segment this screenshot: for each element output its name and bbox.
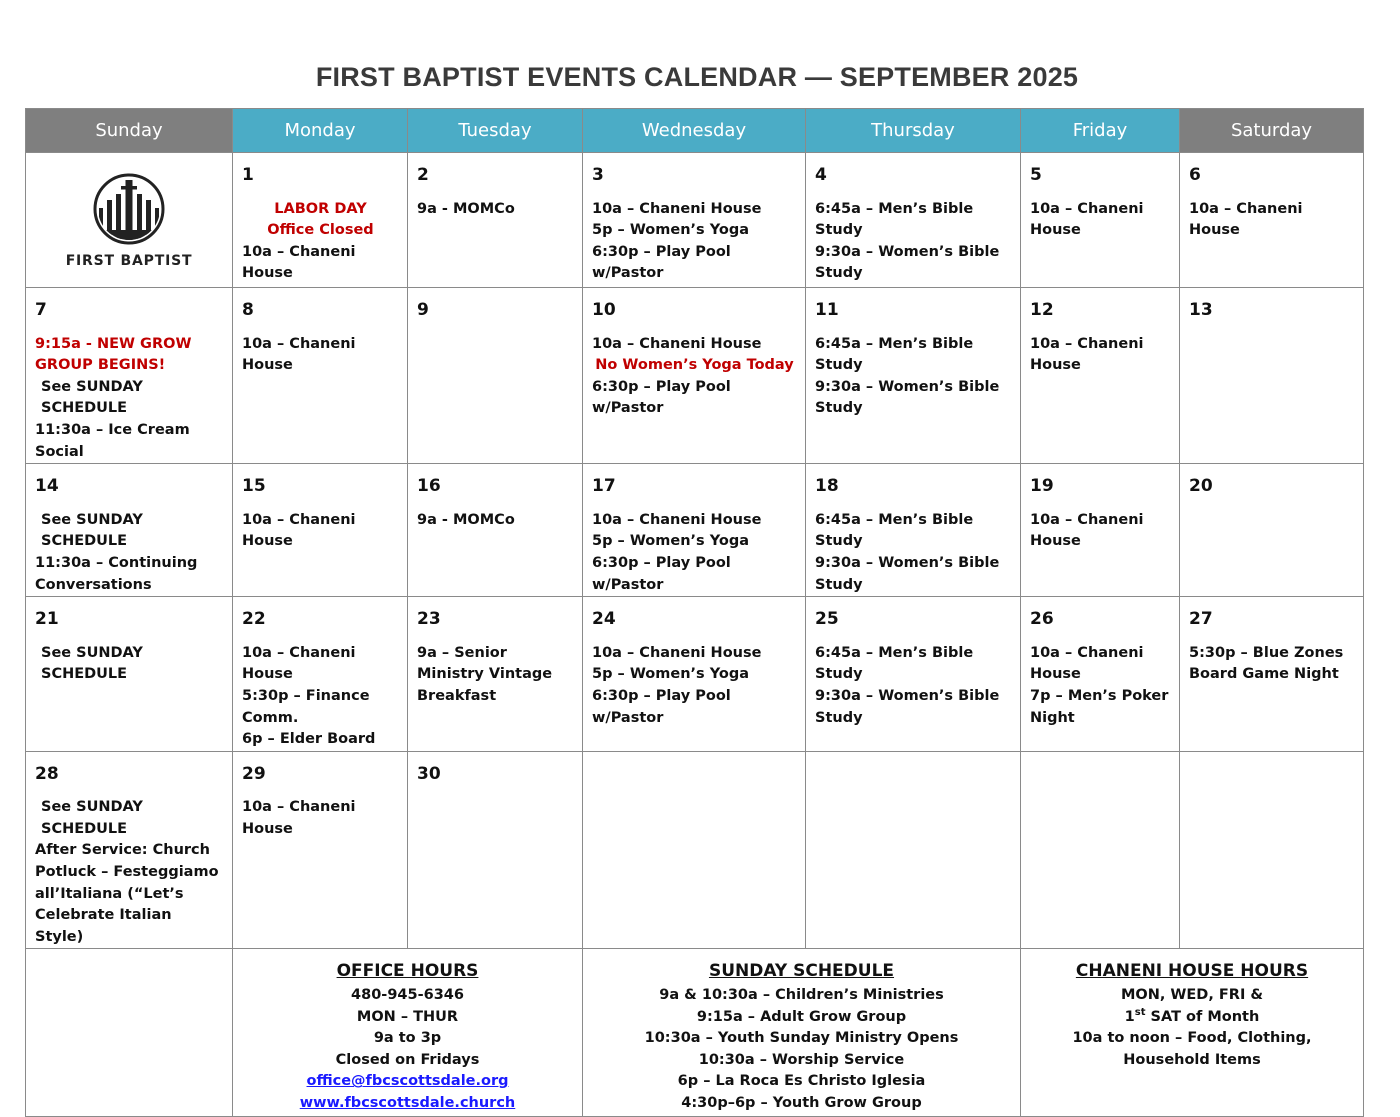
day-number: 2 [417,165,429,185]
event: 7p – Men’s Poker Night [1030,687,1169,726]
day-cell [26,464,233,597]
day-number: 6 [1189,165,1201,185]
day-cell [1180,288,1364,464]
chaneni-saturday: 1st SAT of Month [1124,1006,1260,1025]
event: 5p – Women’s Yoga [592,533,750,550]
event: See SUNDAY SCHEDULE [41,378,143,417]
sunday-schedule-heading: SUNDAY SCHEDULE [708,961,895,982]
day-number: 8 [242,300,254,320]
office-email-link[interactable]: office@fbcscottsdale.org [306,1073,509,1090]
day-cell [26,288,233,464]
header-monday: Monday [233,109,408,153]
event: 9:15a - NEW GROW GROUP BEGINS! [35,335,192,374]
schedule-item: 10:30a – Worship Service [698,1051,905,1068]
day-number: 11 [815,300,839,320]
logo-text: FIRST BAPTIST [65,252,193,269]
event: LABOR DAY [274,200,367,217]
event: No Women’s Yoga Today [595,357,794,374]
event: 6:30p – Play Pool w/Pastor [592,243,731,282]
event: See SUNDAY SCHEDULE [41,799,143,837]
event: 10a – Chaneni House [1030,511,1144,550]
day-number: 19 [1030,476,1054,497]
day-cell [1180,464,1364,597]
day-number: 10 [592,300,616,320]
day-cell [583,464,806,597]
event: 6:30p – Play Pool w/Pastor [592,554,731,593]
weekday-header-row [26,109,1364,153]
day-cell [1021,288,1180,464]
day-number: 29 [242,763,266,784]
day-number: 20 [1189,476,1213,497]
day-cell [233,153,408,288]
event: 11:30a – Ice Cream Social [35,421,190,460]
event: 6:45a – Men’s Bible Study [815,200,974,239]
day-cell [1180,597,1364,752]
day-cell [408,288,583,464]
office-phone: 480-945-6346 [351,987,464,1004]
day-number: 15 [242,476,266,497]
event: 10a – Chaneni House [592,335,762,352]
day-cell [408,751,583,949]
day-number: 3 [592,165,604,185]
info-row [26,949,1364,1117]
week-row [26,464,1364,597]
day-number: 21 [35,609,59,630]
empty-cell [1180,751,1364,949]
event: 6:45a – Men’s Bible Study [815,644,974,683]
office-closed: Closed on Fridays [335,1051,480,1068]
day-cell [1021,464,1180,597]
event: 6:30p – Play Pool w/Pastor [592,687,731,726]
day-cell [1021,597,1180,752]
event: 6:45a – Men’s Bible Study [815,511,974,550]
event: 9:30a – Women’s Bible Study [815,243,1000,282]
empty-cell [583,751,806,949]
header-sunday: Sunday [26,109,233,153]
event: 10a – Chaneni House [1030,200,1144,239]
day-number: 23 [417,609,441,630]
event: 10a – Chaneni House [1189,200,1303,239]
event: 10a – Chaneni House [1030,335,1144,374]
day-cell [806,153,1021,288]
day-cell [233,597,408,752]
day-number: 4 [815,165,827,185]
day-number: 17 [592,476,616,497]
event: 6:30p – Play Pool w/Pastor [592,378,731,417]
event: 6:45a – Men’s Bible Study [815,335,974,374]
event: 10a – Chaneni House [242,335,356,374]
event: 5:30p – Finance Comm. [242,687,370,726]
event: 10a – Chaneni House [1030,644,1144,683]
header-friday: Friday [1021,109,1180,153]
schedule-item: 9a & 10:30a – Children’s Ministries [659,987,944,1004]
event: 5:30p – Blue Zones Board Game Night [1189,644,1344,683]
event: 5p – Women’s Yoga [592,222,750,239]
event: Office Closed [267,222,374,239]
day-number: 27 [1189,609,1213,630]
day-cell [806,288,1021,464]
chaneni-offerings: 10a to noon – Food, Clothing, Household Items [1072,1030,1312,1068]
day-number: 25 [815,609,839,630]
website-link[interactable]: www.fbcscottsdale.church [299,1095,516,1111]
day-number: 18 [815,476,839,497]
schedule-item: 4:30p–6p – Youth Grow Group [681,1095,922,1111]
week-row [26,597,1364,752]
week-row [26,288,1364,464]
event: 10a – Chaneni House [242,243,356,282]
day-cell [408,153,583,288]
office-hours-box [233,949,583,1117]
calendar-grid [25,108,1364,1117]
day-cell [233,464,408,597]
chaneni-hours-box [1021,949,1364,1117]
day-number: 5 [1030,165,1042,185]
event: 9a – Senior Ministry Vintage Breakfast [417,644,553,704]
day-number: 12 [1030,300,1054,320]
event: 10a – Chaneni House [592,200,762,217]
day-cell [583,153,806,288]
event: 9:30a – Women’s Bible Study [815,687,1000,726]
event: After Service: Church Potluck – Festeggiamo all’Italiana (“Let’s Celebrate Italian Style) [35,842,219,945]
event: 10a – Chaneni House [242,799,356,837]
church-logo-icon [92,172,166,246]
day-cell [806,597,1021,752]
day-number: 7 [35,300,47,320]
event: 5p – Women’s Yoga [592,666,750,683]
event: 9:30a – Women’s Bible Study [815,554,1000,593]
day-cell [233,751,408,949]
event: 9:30a – Women’s Bible Study [815,378,1000,417]
day-cell [26,597,233,752]
empty-cell [26,949,233,1117]
event: 10a – Chaneni House [242,511,356,550]
logo-cell [26,153,233,288]
header-thursday: Thursday [806,109,1021,153]
day-number: 28 [35,763,59,784]
event: 11:30a – Continuing Conversations [35,554,198,593]
header-saturday: Saturday [1180,109,1364,153]
event: See SUNDAY SCHEDULE [41,644,143,683]
day-number: 9 [417,300,429,320]
header-tuesday: Tuesday [408,109,583,153]
schedule-item: 6p – La Roca Es Christo Iglesia [677,1073,926,1090]
day-cell [1021,153,1180,288]
empty-cell [1021,751,1180,949]
day-number: 13 [1189,300,1213,320]
day-cell [1180,153,1364,288]
office-days: MON – THUR [356,1008,459,1025]
week-row [26,153,1364,288]
event: See SUNDAY SCHEDULE [41,511,143,550]
event: 9a - MOMCo [417,511,515,528]
office-time: 9a to 3p [373,1030,442,1047]
empty-cell [806,751,1021,949]
schedule-item: 9:15a – Adult Grow Group [696,1008,907,1025]
day-cell [583,597,806,752]
sunday-schedule-box [583,949,1021,1117]
day-cell [408,597,583,752]
chaneni-hours-heading: CHANENI HOUSE HOURS [1075,961,1309,982]
header-wednesday: Wednesday [583,109,806,153]
day-number: 22 [242,609,266,630]
office-hours-heading: OFFICE HOURS [336,961,479,982]
event: 6p – Elder Board [242,731,376,748]
day-cell [26,751,233,949]
day-number: 1 [242,165,254,185]
day-cell [806,464,1021,597]
page-title: FIRST BAPTIST EVENTS CALENDAR — SEPTEMBER 2025 [315,62,1079,92]
day-number: 24 [592,609,616,630]
event: 9a - MOMCo [417,200,515,217]
event: 10a – Chaneni House [592,511,762,528]
day-cell [233,288,408,464]
chaneni-days: MON, WED, FRI & [1120,987,1264,1004]
schedule-item: 10:30a – Youth Sunday Ministry Opens [644,1030,959,1047]
day-cell [583,288,806,464]
day-number: 26 [1030,609,1054,630]
day-number: 14 [35,476,59,497]
event: 10a – Chaneni House [242,644,356,683]
day-number: 30 [417,763,441,784]
week-row [26,751,1364,949]
event: 10a – Chaneni House [592,644,762,661]
day-number: 16 [417,476,441,497]
day-cell [408,464,583,597]
